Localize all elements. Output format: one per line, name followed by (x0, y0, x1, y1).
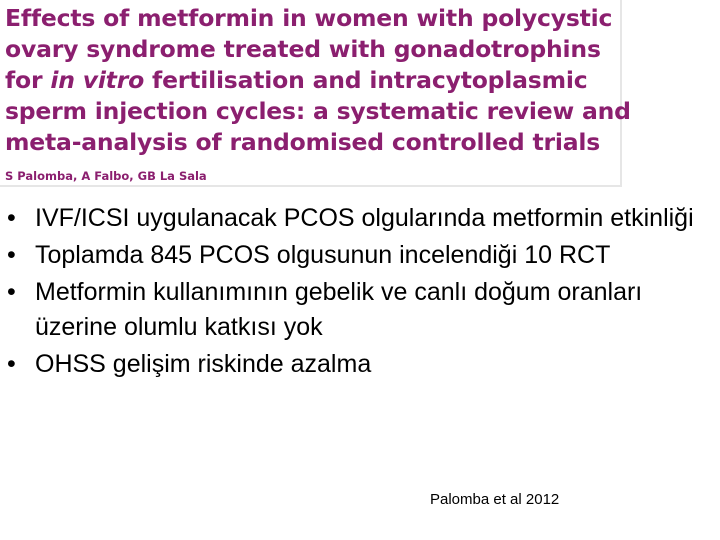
bullet-list (0, 201, 700, 384)
bullet-icon: • (7, 350, 16, 378)
paper-authors: S Palomba, A Falbo, GB La Sala (5, 169, 207, 183)
bullet-icon: • (7, 278, 16, 306)
paper-title-line (5, 65, 615, 96)
bullet-text: Toplamda 845 PCOS olgusunun incelendiği 10 RCT (35, 241, 611, 269)
paper-title-line: meta-analysis of randomised controlled trials (5, 128, 601, 156)
bullet-text: IVF/ICSI uygulanacak PCOS olgularında metformin etkinliği (35, 204, 694, 232)
paper-title-line: ovary syndrome treated with gonadotrophins (5, 35, 601, 63)
bullet-icon: • (7, 204, 16, 232)
paper-title-image (0, 0, 631, 187)
bullet-item (0, 275, 700, 345)
paper-title (5, 3, 631, 158)
bullet-item (0, 201, 700, 236)
bullet-icon: • (7, 241, 16, 269)
bullet-text: Metformin kullanımının gebelik ve canlı doğum oranları üzerine olumlu katkısı yok (35, 278, 643, 341)
paper-title-italic: in vitro (50, 66, 145, 94)
bullet-text: OHSS gelişim riskinde azalma (35, 350, 372, 378)
bullet-item (0, 238, 700, 273)
paper-title-rest: fertilisation and intracytoplasmic (152, 66, 588, 94)
paper-title-line: Effects of metformin in women with polycystic (5, 4, 613, 32)
paper-title-prefix: for (5, 66, 51, 94)
citation: Palomba et al 2012 (430, 491, 560, 508)
paper-title-line: sperm injection cycles: a systematic review and (5, 97, 631, 125)
bullet-item (0, 347, 700, 382)
